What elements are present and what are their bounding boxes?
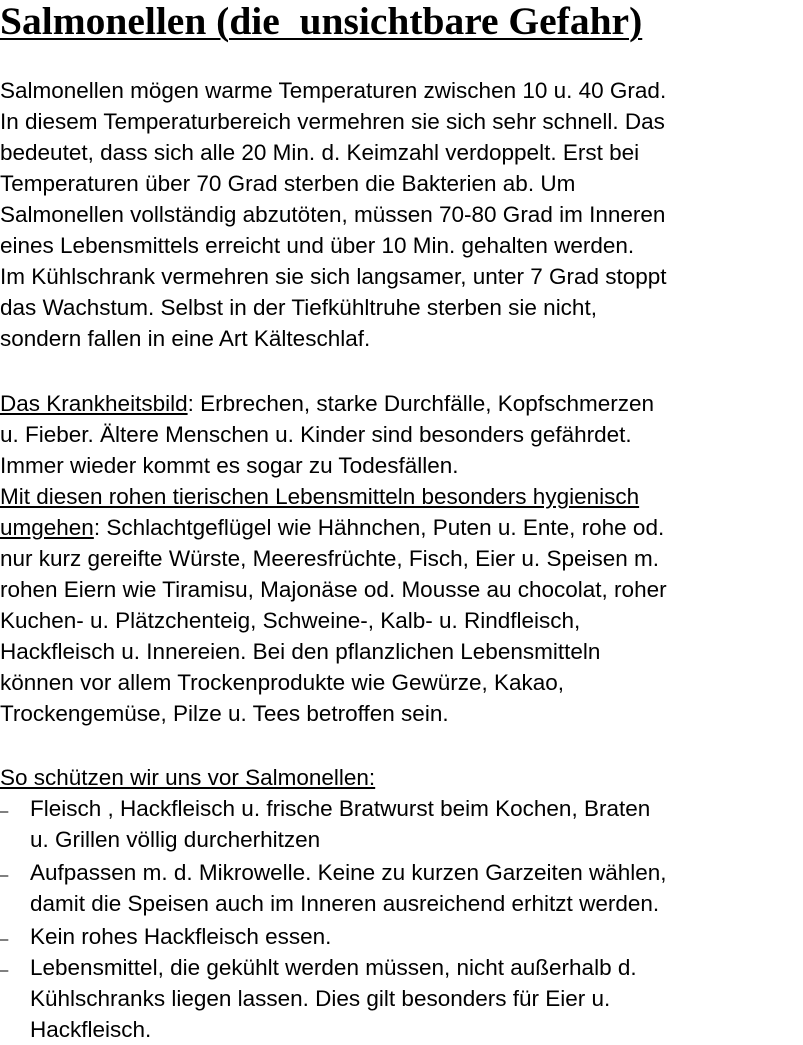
- symptoms-paragraph: [0, 388, 803, 729]
- foods-label-cont: umgehen: [0, 515, 94, 540]
- bullet-line: Aufpassen m. d. Mikrowelle. Keine zu kurzen Garzeiten wählen,: [30, 860, 667, 885]
- intro-line: das Wachstum. Selbst in der Tiefkühltruhe sterben sie nicht,: [0, 295, 597, 320]
- bullet-item: [0, 793, 803, 855]
- foods-line: Hackfleisch u. Innereien. Bei den pflanzlichen Lebensmitteln: [0, 639, 601, 664]
- bullet-text: [30, 952, 803, 1045]
- foods-line: rohen Eiern wie Tiramisu, Majonäse od. Mousse au chocolat, roher: [0, 577, 667, 602]
- symptoms-line: Immer wieder kommt es sogar zu Todesfällen.: [0, 453, 459, 478]
- bullet-line: Lebensmittel, die gekühlt werden müssen, nicht außerhalb d.: [30, 955, 637, 980]
- symptoms-label: Das Krankheitsbild: [0, 391, 188, 416]
- foods-heading-line: [0, 481, 803, 512]
- intro-line: bedeutet, dass sich alle 20 Min. d. Keimzahl verdoppelt. Erst bei: [0, 140, 640, 165]
- bullet-dash: –: [0, 962, 9, 979]
- intro-line: Salmonellen mögen warme Temperaturen zwischen 10 u. 40 Grad.: [0, 78, 667, 103]
- intro-line: sondern fallen in eine Art Kälteschlaf.: [0, 326, 371, 351]
- foods-line: Kuchen- u. Plätzchenteig, Schweine-, Kalb- u. Rindfleisch,: [0, 608, 581, 633]
- bullet-item: [0, 857, 803, 919]
- symptoms-line: [0, 388, 803, 419]
- bullet-line: Kein rohes Hackfleisch essen.: [30, 924, 332, 949]
- bullet-line: Kühlschranks liegen lassen. Dies gilt besonders für Eier u.: [30, 986, 611, 1011]
- bullet-text: [30, 921, 803, 952]
- bullet-item: [0, 952, 803, 1042]
- foods-line: können vor allem Trockenprodukte wie Gewürze, Kakao,: [0, 670, 565, 695]
- intro-line: Temperaturen über 70 Grad sterben die Bakterien ab. Um: [0, 171, 576, 196]
- intro-line: Salmonellen vollständig abzutöten, müssen 70-80 Grad im Inneren: [0, 202, 666, 227]
- foods-text: : Schlachtgeflügel wie Hähnchen, Puten u. Ente, rohe od.: [93, 515, 665, 540]
- intro-line: Im Kühlschrank vermehren sie sich langsamer, unter 7 Grad stoppt: [0, 264, 667, 289]
- symptoms-line: u. Fieber. Ältere Menschen u. Kinder sind besonders gefährdet.: [0, 422, 632, 447]
- intro-line: eines Lebensmittels erreicht und über 10 Min. gehalten werden.: [0, 233, 635, 258]
- foods-label: Mit diesen rohen tierischen Lebensmitteln besonders hygienisch: [0, 484, 640, 509]
- intro-line: In diesem Temperaturbereich vermehren sie sich sehr schnell. Das: [0, 109, 665, 134]
- bullet-item: [0, 921, 803, 952]
- bullet-line: u. Grillen völlig durcherhitzen: [30, 827, 321, 852]
- bullet-dash: –: [0, 867, 9, 884]
- bullet-line: damit die Speisen auch im Inneren ausreichend erhitzt werden.: [30, 891, 660, 916]
- intro-paragraph: [0, 75, 803, 354]
- protection-heading: So schützen wir uns vor Salmonellen:: [0, 765, 376, 790]
- bullet-text: [30, 793, 803, 855]
- foods-line: Trockengemüse, Pilze u. Tees betroffen sein.: [0, 701, 449, 726]
- page-title: Salmonellen (die unsichtbare Gefahr): [0, 0, 643, 43]
- bullet-text: [30, 857, 803, 919]
- bullet-dash: –: [0, 803, 9, 820]
- foods-line: nur kurz gereifte Würste, Meeresfrüchte, Fisch, Eier u. Speisen m.: [0, 546, 659, 571]
- bullet-dash: –: [0, 931, 9, 948]
- protection-section: [0, 762, 803, 793]
- bullet-line: Fleisch , Hackfleisch u. frische Bratwurst beim Kochen, Braten: [30, 796, 651, 821]
- symptoms-text: : Erbrechen, starke Durchfälle, Kopfschmerzen: [187, 391, 655, 416]
- bullet-line: Hackfleisch.: [30, 1017, 152, 1042]
- foods-line: [0, 512, 803, 543]
